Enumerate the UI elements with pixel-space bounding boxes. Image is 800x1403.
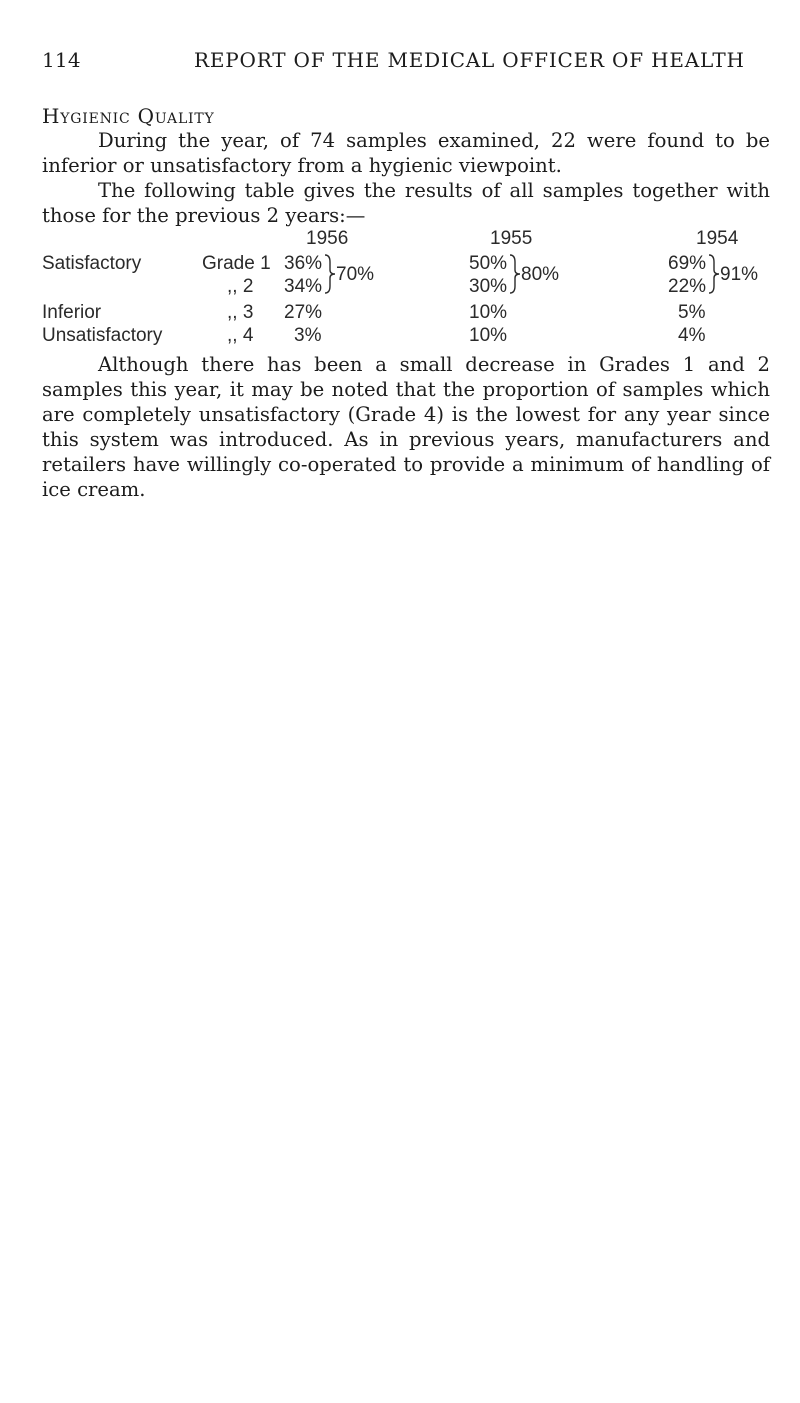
grade-1: Grade 1 (202, 253, 271, 274)
total-satisfactory-1955: 80% (521, 264, 560, 285)
value-1954-grade3: 5% (678, 302, 706, 323)
total-satisfactory-1956: 70% (336, 264, 375, 285)
value-1956-grade2: 34% (284, 276, 323, 297)
paragraph-table-intro: The following table gives the results of all samples together with those for the previous 2 years:— (42, 179, 770, 227)
header-title: REPORT OF THE MEDICAL OFFICER OF HEALTH (194, 48, 745, 72)
year-header-1956: 1956 (306, 228, 349, 249)
value-1954-grade2: 22% (668, 276, 707, 297)
row-label-inferior: Inferior (42, 302, 102, 323)
value-1956-grade1: 36% (284, 253, 323, 274)
total-satisfactory-1954: 91% (720, 264, 759, 285)
grade-4: ,, 4 (227, 325, 254, 346)
paragraph-conclusion: Although there has been a small decrease in Grades 1 and 2 samples this year, it may be noted that the proportion of samples which are completely unsatisfactory (Grade 4) is the lowest for any year since this system was introduced. As in previous years, manufacturers and retailers have willingly co-operated to provide a minimum of handling of ice cream. (42, 353, 770, 501)
running-header (42, 48, 770, 78)
row-label-unsatisfactory: Unsatisfactory (42, 325, 163, 346)
value-1956-grade3: 27% (284, 302, 323, 323)
document-page (42, 48, 770, 502)
year-header-1955: 1955 (490, 228, 533, 249)
value-1955-grade3: 10% (469, 302, 508, 323)
grade-2: ,, 2 (227, 276, 254, 297)
brace-1954 (708, 254, 720, 294)
year-header-1954: 1954 (696, 228, 739, 249)
page-number: 114 (42, 48, 81, 72)
value-1955-grade1: 50% (469, 253, 508, 274)
brace-1956 (324, 254, 336, 294)
value-1955-grade4: 10% (469, 325, 508, 346)
grade-3: ,, 3 (227, 302, 254, 323)
value-1954-grade1: 69% (668, 253, 707, 274)
brace-1955 (509, 254, 521, 294)
value-1956-grade4: 3% (294, 325, 322, 346)
paragraph-samples-examined: During the year, of 74 samples examined, 22 were found to be inferior or unsatisfactory from a hygienic viewpoint. (42, 129, 770, 177)
value-1955-grade2: 30% (469, 276, 508, 297)
row-label-satisfactory: Satisfactory (42, 253, 142, 274)
section-heading: Hygienic Quality (42, 104, 215, 128)
results-table (42, 228, 770, 352)
value-1954-grade4: 4% (678, 325, 706, 346)
